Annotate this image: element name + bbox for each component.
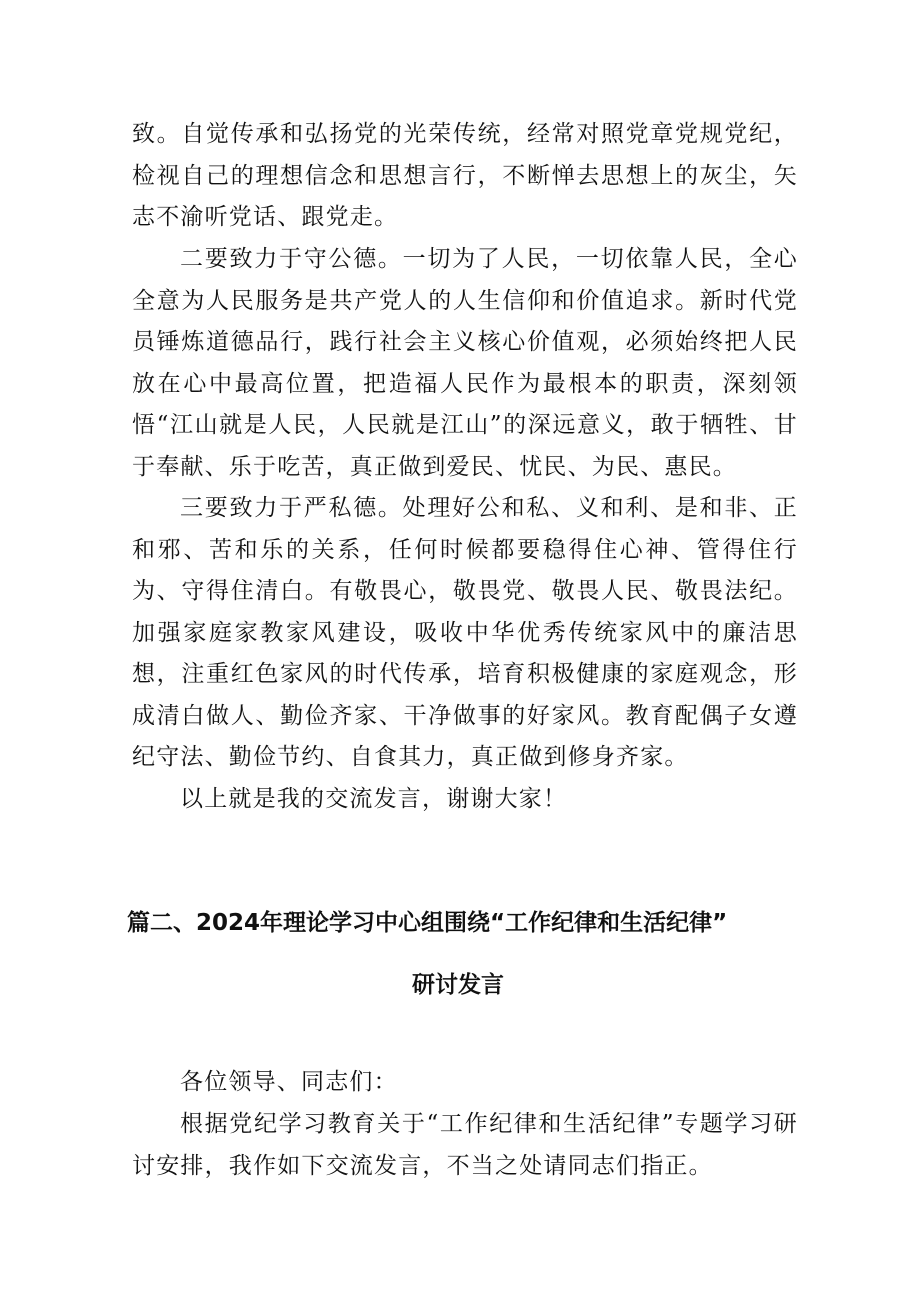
paragraph-intro: 根据党纪学习教育关于“工作纪律和生活纪律”专题学习研讨安排，我作如下交流发言，不当之处请同志们指正。 xyxy=(132,1111,798,1179)
section-heading-line1: 篇二、2024年理论学习中心组围绕“工作纪律和生活纪律” xyxy=(127,910,728,936)
paragraph-closing: 以上就是我的交流发言，谢谢大家！ xyxy=(180,786,568,812)
paragraph-salutation: 各位领导、同志们： xyxy=(180,1069,398,1095)
paragraph-private-morality: 三要致力于严私德。处理好公和私、义和利、是和非、正和邪、苦和乐的关系，任何时候都要稳得住心神、管得住行为、守得住清白。有敬畏心，敬畏党、敬畏人民、敬畏法纪。加强家庭家教家风建设，吸收中华优秀传统家风中的廉洁思想，注重红色家风的时代传承，培育积极健康的家庭观念，形成清白做人、勤俭齐家、干净做事的好家风。教育配偶子女遵纪守法、勤俭节约、自食其力，真正做到修身齐家。 xyxy=(132,495,798,770)
section-heading-line2: 研讨发言 xyxy=(412,972,504,998)
paragraph-public-morality: 二要致力于守公德。一切为了人民，一切依靠人民，全心全意为人民服务是共产党人的人生信仰和价值追求。新时代党员锤炼道德品行，践行社会主义核心价值观，必须始终把人民放在心中最高位置，把造福人民作为最根本的职责，深刻领悟“江山就是人民，人民就是江山”的深远意义，敢于牺牲、甘于奉献、乐于吃苦，真正做到爱民、忧民、为民、惠民。 xyxy=(132,246,798,480)
paragraph-continuation: 致。自觉传承和弘扬党的光荣传统，经常对照党章党规党纪，检视自己的理想信念和思想言行，不断惮去思想上的灰尘，矢志不渝听党话、跟党走。 xyxy=(132,121,798,230)
